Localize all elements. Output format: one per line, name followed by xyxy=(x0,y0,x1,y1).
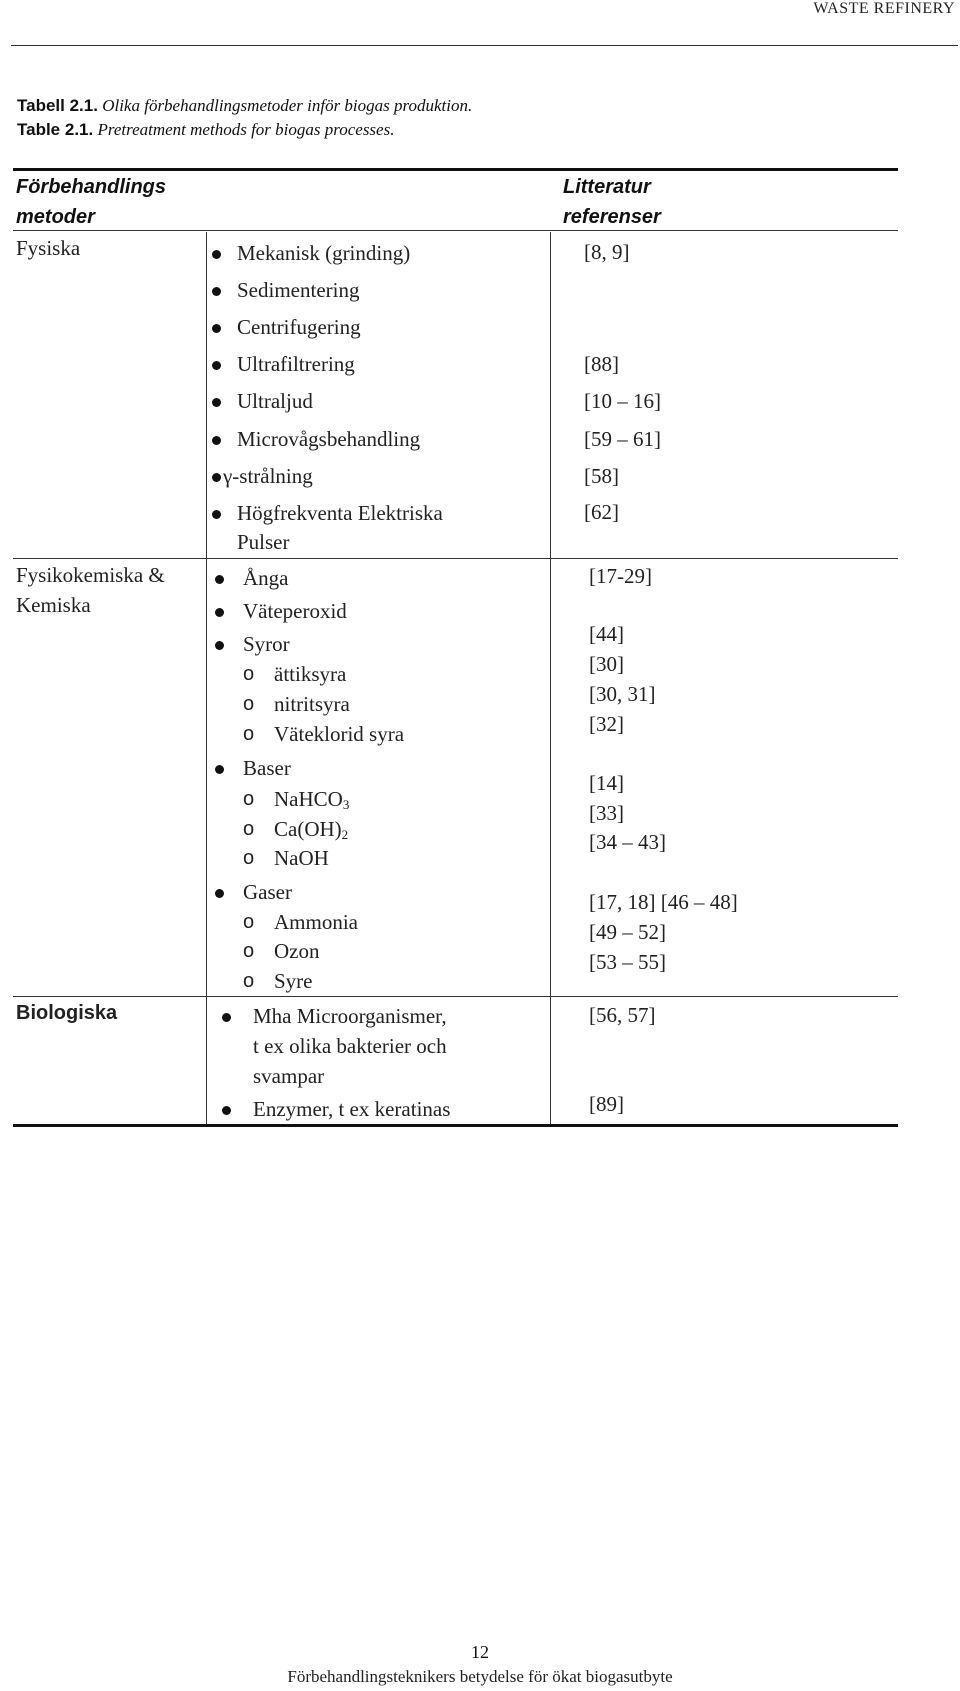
bullet-icon xyxy=(222,1013,231,1022)
method-microorganismer-line2: t ex olika bakterier och xyxy=(253,1034,447,1058)
bullet-icon xyxy=(212,287,221,296)
sub-marker-icon: o xyxy=(243,788,255,810)
caption-swedish-label: Tabell 2.1. xyxy=(17,96,98,115)
method-mekanisk: Mekanisk (grinding) xyxy=(237,241,411,265)
bullet-icon xyxy=(212,510,221,519)
bullet-icon xyxy=(212,250,221,259)
ref-fysiska-1: [8, 9] xyxy=(584,240,630,264)
method-vateklorid: Väteklorid syra xyxy=(274,722,405,746)
ref-kemiska-1: [17-29] xyxy=(589,564,652,588)
ref-kemiska-4: [30, 31] xyxy=(589,682,656,706)
bullet-icon xyxy=(212,361,221,370)
ref-kemiska-7: [33] xyxy=(589,801,624,825)
caption-english xyxy=(17,120,394,140)
method-gamma-stralning: γ-strålning xyxy=(223,464,313,488)
bullet-icon xyxy=(222,1106,231,1115)
column-header-references-line2: referenser xyxy=(563,206,661,228)
bullet-icon xyxy=(215,765,224,774)
method-anga: Ånga xyxy=(243,566,289,590)
method-baser: Baser xyxy=(243,756,291,780)
caoh2-subscript: 2 xyxy=(341,827,349,842)
caption-english-label: Table 2.1. xyxy=(17,120,94,139)
method-ammonia: Ammonia xyxy=(274,910,358,934)
caption-swedish xyxy=(17,96,472,116)
ref-fysiska-3: [10 – 16] xyxy=(584,389,661,413)
sub-marker-icon: o xyxy=(243,847,255,869)
column-header-methods-line2: metoder xyxy=(16,206,95,228)
sub-marker-icon: o xyxy=(243,940,255,962)
method-enzymer: Enzymer, t ex keratinas xyxy=(253,1097,451,1121)
method-microorganismer-line1: Mha Microorganismer, xyxy=(253,1004,447,1028)
category-biologiska: Biologiska xyxy=(16,1002,118,1024)
column-header-references-line1: Litteratur xyxy=(563,176,651,198)
column-divider-2 xyxy=(550,232,551,1124)
method-ultraljud: Ultraljud xyxy=(237,389,313,413)
method-attiksyra: ättiksyra xyxy=(274,662,347,686)
bullet-icon xyxy=(215,641,224,650)
ref-kemiska-5: [32] xyxy=(589,712,624,736)
ref-fysiska-5: [58] xyxy=(584,464,619,488)
category-fysikokemiska xyxy=(16,560,165,620)
bullet-icon xyxy=(212,473,221,482)
category-fysiska: Fysiska xyxy=(16,236,81,260)
method-sedimentering: Sedimentering xyxy=(237,278,360,302)
sub-marker-icon: o xyxy=(243,663,255,685)
method-syre: Syre xyxy=(274,969,313,993)
column-header-methods-line1: Förbehandlings xyxy=(16,176,166,198)
page-number: 12 xyxy=(471,1642,489,1662)
method-microvagsbehandling: Microvågsbehandling xyxy=(237,427,421,451)
ref-fysiska-6: [62] xyxy=(584,500,619,524)
method-pulser: Pulser xyxy=(237,530,290,554)
nahco3-base: NaHCO xyxy=(274,787,343,811)
method-ozon: Ozon xyxy=(274,939,320,963)
table-bottom-rule xyxy=(13,1124,898,1127)
bullet-icon xyxy=(215,575,224,584)
method-nitritsyra: nitritsyra xyxy=(274,692,350,716)
bullet-icon xyxy=(212,398,221,407)
bullet-icon xyxy=(215,889,224,898)
method-centrifugering: Centrifugering xyxy=(237,315,361,339)
ref-fysiska-4: [59 – 61] xyxy=(584,427,661,451)
bullet-icon xyxy=(215,608,224,617)
ref-kemiska-10: [49 – 52] xyxy=(589,920,666,944)
column-header-methods xyxy=(16,172,166,232)
method-microorganismer-line3: svampar xyxy=(253,1064,325,1088)
method-ultrafiltrering: Ultrafiltrering xyxy=(237,352,355,376)
caoh2-base: Ca(OH) xyxy=(274,817,342,841)
ref-kemiska-9: [17, 18] [46 – 48] xyxy=(589,890,738,914)
fysiska-bottom-rule xyxy=(13,558,898,559)
ref-biologiska-1: [56, 57] xyxy=(589,1003,656,1027)
column-divider-1 xyxy=(206,232,207,1124)
ref-kemiska-8: [34 – 43] xyxy=(589,830,666,854)
ref-kemiska-2: [44] xyxy=(589,622,624,646)
sub-marker-icon: o xyxy=(243,970,255,992)
sub-marker-icon: o xyxy=(243,693,255,715)
column-header-references xyxy=(563,172,661,232)
method-gaser: Gaser xyxy=(243,880,292,904)
caption-english-text: Pretreatment methods for biogas processes. xyxy=(93,120,395,139)
footer-title: Förbehandlingsteknikers betydelse för ökat biogasutbyte xyxy=(287,1667,673,1686)
sub-marker-icon: o xyxy=(243,818,255,840)
kemiska-bottom-rule xyxy=(13,996,898,997)
ref-kemiska-3: [30] xyxy=(589,652,624,676)
running-header: WASTE REFINERY xyxy=(813,0,955,17)
method-hogfrekventa: Högfrekventa Elektriska xyxy=(237,501,443,525)
ref-fysiska-2: [88] xyxy=(584,352,619,376)
sub-marker-icon: o xyxy=(243,911,255,933)
method-syror: Syror xyxy=(243,632,290,656)
caption-swedish-text: Olika förbehandlingsmetoder inför biogas produktion. xyxy=(97,96,473,115)
table-top-rule xyxy=(13,168,898,171)
category-fysikokemiska-line1: Fysikokemiska & xyxy=(16,563,165,587)
bullet-icon xyxy=(212,436,221,445)
nahco3-subscript: 3 xyxy=(342,797,350,812)
ref-kemiska-11: [53 – 55] xyxy=(589,950,666,974)
bullet-icon xyxy=(212,324,221,333)
header-rule xyxy=(11,45,958,46)
ref-kemiska-6: [14] xyxy=(589,771,624,795)
sub-marker-icon: o xyxy=(243,723,255,745)
ref-biologiska-2: [89] xyxy=(589,1092,624,1116)
category-fysikokemiska-line2: Kemiska xyxy=(16,593,91,617)
method-naoh: NaOH xyxy=(274,846,329,870)
method-vateperoxid: Väteperoxid xyxy=(243,599,347,623)
